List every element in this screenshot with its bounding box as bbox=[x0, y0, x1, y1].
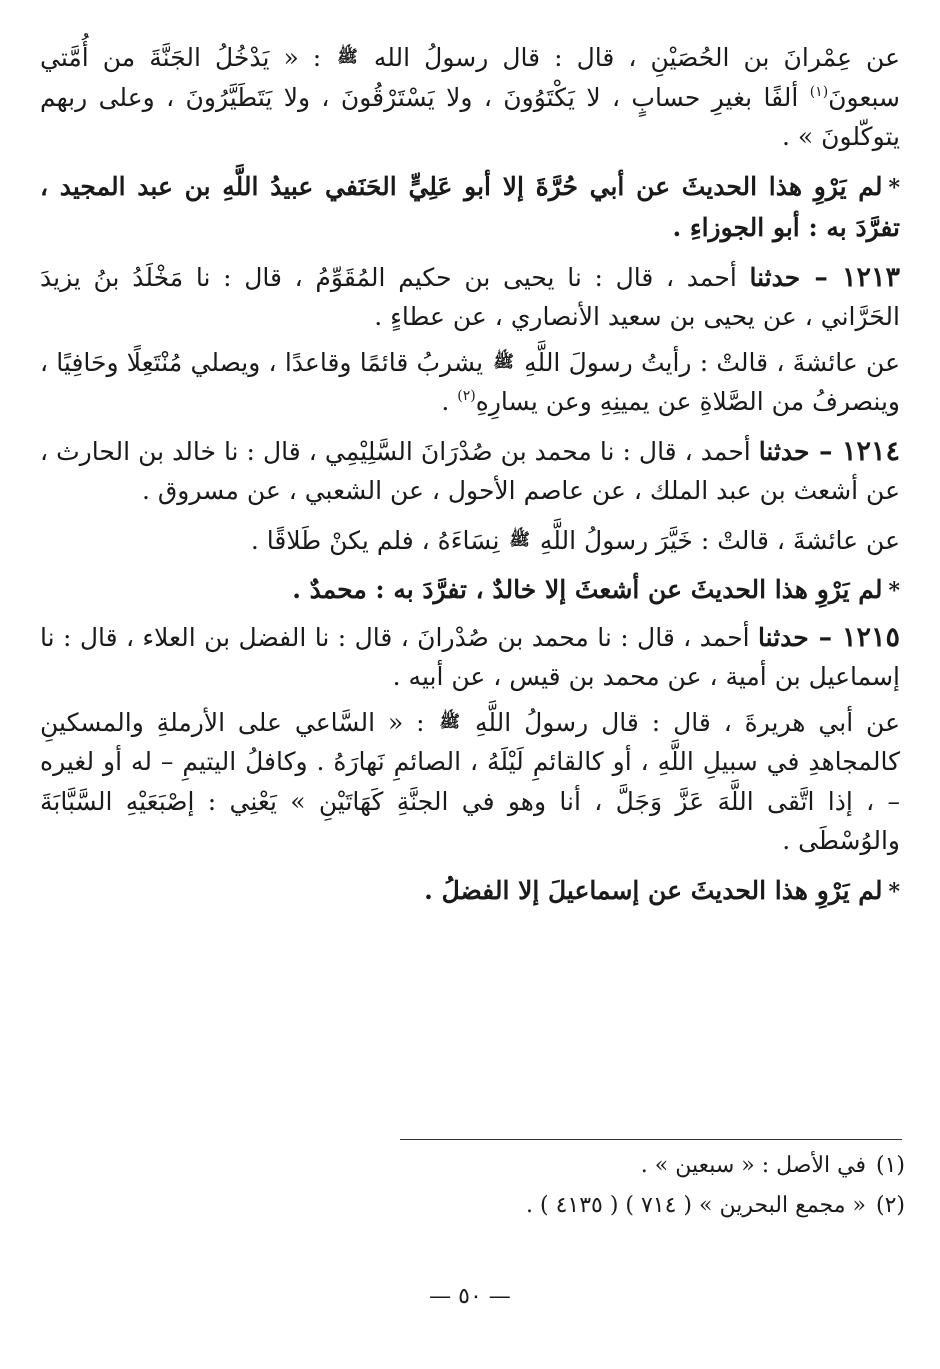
footnote-text: في الأصل : « سبعين » . bbox=[640, 1153, 866, 1178]
footnote-text: « مجمع البحرين » ( ٧١٤ ) ( ٤١٣٥ ) . bbox=[526, 1193, 866, 1218]
text-segment: لم يَرْوِ هذا الحديثَ عن أشعثَ إلا خالدٌ ، تفرَّدَ به : محمدٌ . bbox=[292, 575, 883, 604]
haddathana-word: حدثنا bbox=[749, 262, 801, 292]
note-star-icon: * bbox=[888, 878, 900, 905]
text-segment: أحمد ، قال : نا يحيى بن حكيم المُقَوِّمُ ، قال : نا مَخْلَدُ بنُ يزيدَ الحَرَّاني ، عن يحيى بن سعيد الأنصاري ، عن عطاءٍ . bbox=[40, 262, 900, 331]
text-segment: . bbox=[441, 387, 458, 416]
narration-note bbox=[40, 570, 900, 612]
note-star-icon: * bbox=[888, 174, 900, 201]
haddathana-word: حدثنا bbox=[758, 436, 810, 466]
haddathana-word: حدثنا bbox=[758, 622, 809, 652]
hadith-number: ١٢١٣ – bbox=[800, 261, 900, 293]
text-segment: لم يَرْوِ هذا الحديثَ عن أبي حُرَّةَ إلا أبو عَلِيٍّ الحَنَفي عبيدُ اللَّهِ بن عبد المجيد ، تفرَّدَ به : أبو الجوزاءِ . bbox=[40, 171, 900, 242]
text-segment: لم يَرْوِ هذا الحديثَ عن إسماعيلَ إلا الفضلُ . bbox=[424, 875, 883, 905]
narration-note bbox=[40, 871, 900, 913]
text-segment: عن عِمْرانَ بن الحُصَيْنِ ، قال : قال رسولُ الله bbox=[359, 43, 900, 72]
hadith-paragraph bbox=[40, 38, 900, 157]
narration-note bbox=[40, 167, 900, 248]
footnote-number: (١) bbox=[875, 1153, 905, 1178]
salutation-glyph: ﷺ bbox=[337, 47, 358, 67]
text-segment: : « السَّاعي على الأرملةِ والمسكينِ كالمجاهدِ في سبيلِ اللَّهِ ، أو كالقائمِ لَيْلَهُ ، الصائمِ نَهارَهُ . وكافلُ اليتيمِ – له أو لغيره – ، إذا اتَّقى اللَّهَ عَزَّ وَجَلَّ ، أنا وهو في الجنَّةِ كَهَاتَيْنِ » يَعْنِي : إصْبَعَيْهِ السَّبَّابَةَ والوُسْطَى . bbox=[40, 707, 900, 855]
text-segment: ألفًا بغيرِ حسابٍ ، لا يَكْتَوُونَ ، ولا يَسْتَرْقُونَ ، ولا يَتَطَيَّرُونَ ، وعلى ربهم يتوكّلونَ » . bbox=[40, 82, 900, 151]
hadith-paragraph bbox=[40, 258, 900, 337]
text-segment: أحمد ، قال : نا محمد بن صُدْرَانَ السَّلِيْمِي ، قال : نا خالد بن الحارث ، عن أشعث بن عبد الملك ، عن عاصم الأحول ، عن الشعبي ، عن مسروق . bbox=[40, 436, 900, 505]
text-segment: : « يَدْخُلُ الجَنَّةَ من أُمَّتي سبعونَ bbox=[40, 43, 900, 112]
hadith-number: ١٢١٤ – bbox=[809, 435, 900, 467]
footnote-reference: (١) bbox=[809, 83, 829, 100]
text-segment: عن عائشةَ ، قالتْ : رأيتُ رسولَ اللَّهِ bbox=[515, 347, 901, 377]
hadith-paragraph bbox=[40, 703, 900, 861]
footnotes bbox=[400, 1146, 905, 1226]
footnote-1 bbox=[400, 1146, 905, 1186]
hadith-paragraph bbox=[40, 618, 900, 697]
hadith-paragraph bbox=[40, 432, 900, 511]
text-segment: يشربُ قائمًا وقاعدًا ، ويصلي مُنْتَعِلًا وحَافِيًا ، وينصرفُ من الصَّلاةِ عن يمينِهِ وعن يسارِهِ bbox=[40, 347, 900, 416]
hadith-number: ١٢١٥ – bbox=[808, 621, 900, 653]
hadith-paragraph bbox=[40, 343, 900, 422]
footnote-divider bbox=[400, 1139, 902, 1140]
salutation-glyph: ﷺ bbox=[493, 351, 514, 372]
hadith-paragraph bbox=[40, 521, 900, 561]
salutation-glyph: ﷺ bbox=[509, 529, 530, 550]
text-segment: أحمد ، قال : نا محمد بن صُدْرانَ ، قال : نا الفضل بن العلاء ، قال : نا إسماعيل بن أمية ، عن محمد بن قيس ، عن أبيه . bbox=[40, 622, 900, 691]
text-segment: نِسَاءَهُ ، فلم يكنْ طَلاقًا . bbox=[250, 525, 508, 555]
footnote-reference: (٢) bbox=[457, 388, 476, 404]
page-number: — ٥٠ — bbox=[429, 1284, 511, 1309]
footnote-number: (٢) bbox=[875, 1193, 905, 1218]
footnote-2 bbox=[400, 1186, 905, 1226]
text-segment: عن عائشةَ ، قالتْ : خَيَّرَ رسولُ اللَّهِ bbox=[531, 525, 900, 555]
note-star-icon: * bbox=[888, 578, 900, 604]
salutation-glyph: ﷺ bbox=[439, 711, 461, 732]
text-segment: عن أبي هريرةَ ، قال : قال رسولُ اللَّهِ bbox=[462, 707, 900, 737]
page-body bbox=[40, 38, 900, 918]
